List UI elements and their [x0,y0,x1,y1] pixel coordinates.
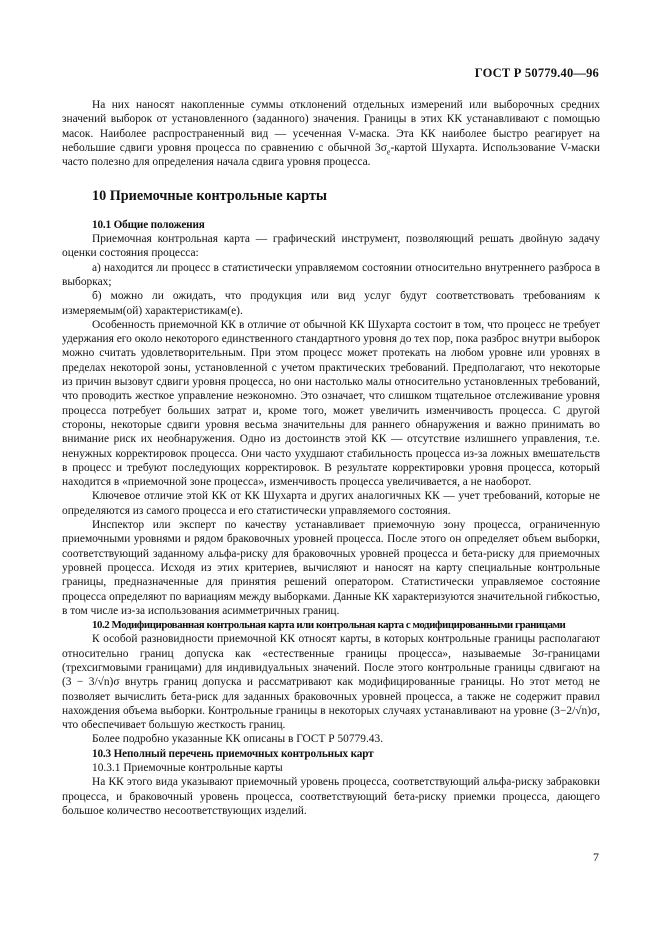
intro-paragraph [62,98,600,169]
section-10-3-1-title: 10.3.1 Приемочные контрольные карты [92,762,283,775]
section-10-1-item-b: б) можно ли ожидать, что продукция или вид услуг будут соответствовать требованиям к измеряемым(ой) характеристикам(е). [62,290,600,317]
section-10-1-paragraph-1: Приемочная контрольная карта — графический инструмент, позволяющий решать двойную задачу оценки состояния процесса: [62,233,600,260]
section-10-1-paragraph-3: Ключевое отличие этой КК от КК Шухарта и других аналогичных КК — учет требований, которые не определяются из самого процесса и его статистически управляемого состояния. [62,490,600,517]
section-10-2-paragraph-1: К особой разновидности приемочной КК относят карты, в которых контрольные границы располагают относительно границ допуска как «естественные границы процесса», называемые 3σ-границами (трехсигмовыми границами) для индивидуальных значений. После этого контрольные границы сдвигают на (3 − 3/√n)σ внутрь границ допуска и рассматривают как модифицированные границы. Но этот метод не позволяет вычислить бета-риск для заданных браковочных уровней процесса, а также не содержит правил нахождения объема выборки. Контрольные границы в некоторых случаях устанавливают на уровне (3−2/√n)σ, что обеспечивает большую жесткость границ. [62,633,600,732]
section-10-1-title: 10.1 Общие положения [92,218,205,231]
section-10-1-paragraph-4: Инспектор или эксперт по качеству устанавливает приемочную зону процесса, ограниченную приемочными уровнями и рядом браковочных уровней процесса. После этого он определяет объем выборки, соответствующий заданному альфа-риску для браковочных уровней процесса и бета-риску для приемочных уровней процесса. Исходя из этих критериев, вычисляют и наносят на карту специальные контрольные границы, предназначенные для принятия решений оператором. Статистически управляемое состояние процесса определяют по вариациям между выборками. Данные КК характеризуются значительной гибкостью, в том числе из-за использования асимметричных границ. [62,519,600,617]
document-header-id: ГОСТ Р 50779.40—96 [474,66,599,80]
document-body [62,98,600,818]
intro-paragraph-tail: -картой Шухарта. Использование V-маски часто полезно для определения начала сдвига уровня процесса. [62,141,600,169]
section-10-title: 10 Приемочные контрольные карты [92,188,327,205]
section-10-1-item-a: а) находится ли процесс в статистически управляемом состоянии относительно внутреннего разброса в выборках; [62,261,600,288]
section-10-2-title: 10.2 Модифицированная контрольная карта или контрольная карта с модифицированными границами [92,619,566,632]
sigma-subscript: e [386,147,391,157]
section-10-1-paragraph-2: Особенность приемочной КК в отличие от обычной КК Шухарта состоит в том, что процесс не требует удержания его около некоторого единственного стандартного уровня до тех пор, пока разброс внутри выборок можно считать удовлетворительным. При этом процесс может протекать на любом уровне или уровнях в пределах некоторой зоны, установленной с учетом практических требований. Предполагают, что некоторые из причин вызовут сдвиги уровня процесса, но они настолько малы относительно установленных требований, что проводить жесткое управление неэкономно. Это означает, что слишком тщательное отслеживание уровня процесса потребует больших затрат и, кроме того, может увеличить изменчивость процесса. С другой стороны, некоторые сдвиги уровня весьма значительны для раннего обнаружения и важно принимать во внимание риск их необнаружения. Одно из достоинств этой КК — отсутствие излишнего управления, т.е. ненужных корректировок процесса. Они часто ухудшают стабильность процесса из-за ложных вмешательств в процесс и требуют последующих корректировок. В результате корректировки уровня процесса, который находится в «приемочной зоне процесса», изменчивость процесса увеличивается, а не наоборот. [62,318,600,489]
page-number: 7 [593,850,599,864]
section-10-3-1-paragraph-1: На КК этого вида указывают приемочный уровень процесса, соответствующий альфа-риску забраковки процесса, и браковочный уровень процесса, соответствующий бета-риску приемки процесса, дающего большое количество несоответствующих изделий. [62,776,600,817]
intro-paragraph-text: На них наносят накопленные суммы отклонений отдельных измерений или выборочных средних значений выборок от установленного (заданного) значения. Границы в этих КК устанавливают с помощью масок. Наиболее распространенный вид — усеченная V-маска. Эта КК наиболее быстро реагирует на небольшие сдвиги уровня процесса по сравнению с обычной 3σ [62,99,600,154]
section-10-2-paragraph-2: Более подробно указанные КК описаны в ГОСТ Р 50779.43. [92,733,384,746]
section-10-3-title: 10.3 Неполный перечень приемочных контрольных карт [92,747,374,760]
